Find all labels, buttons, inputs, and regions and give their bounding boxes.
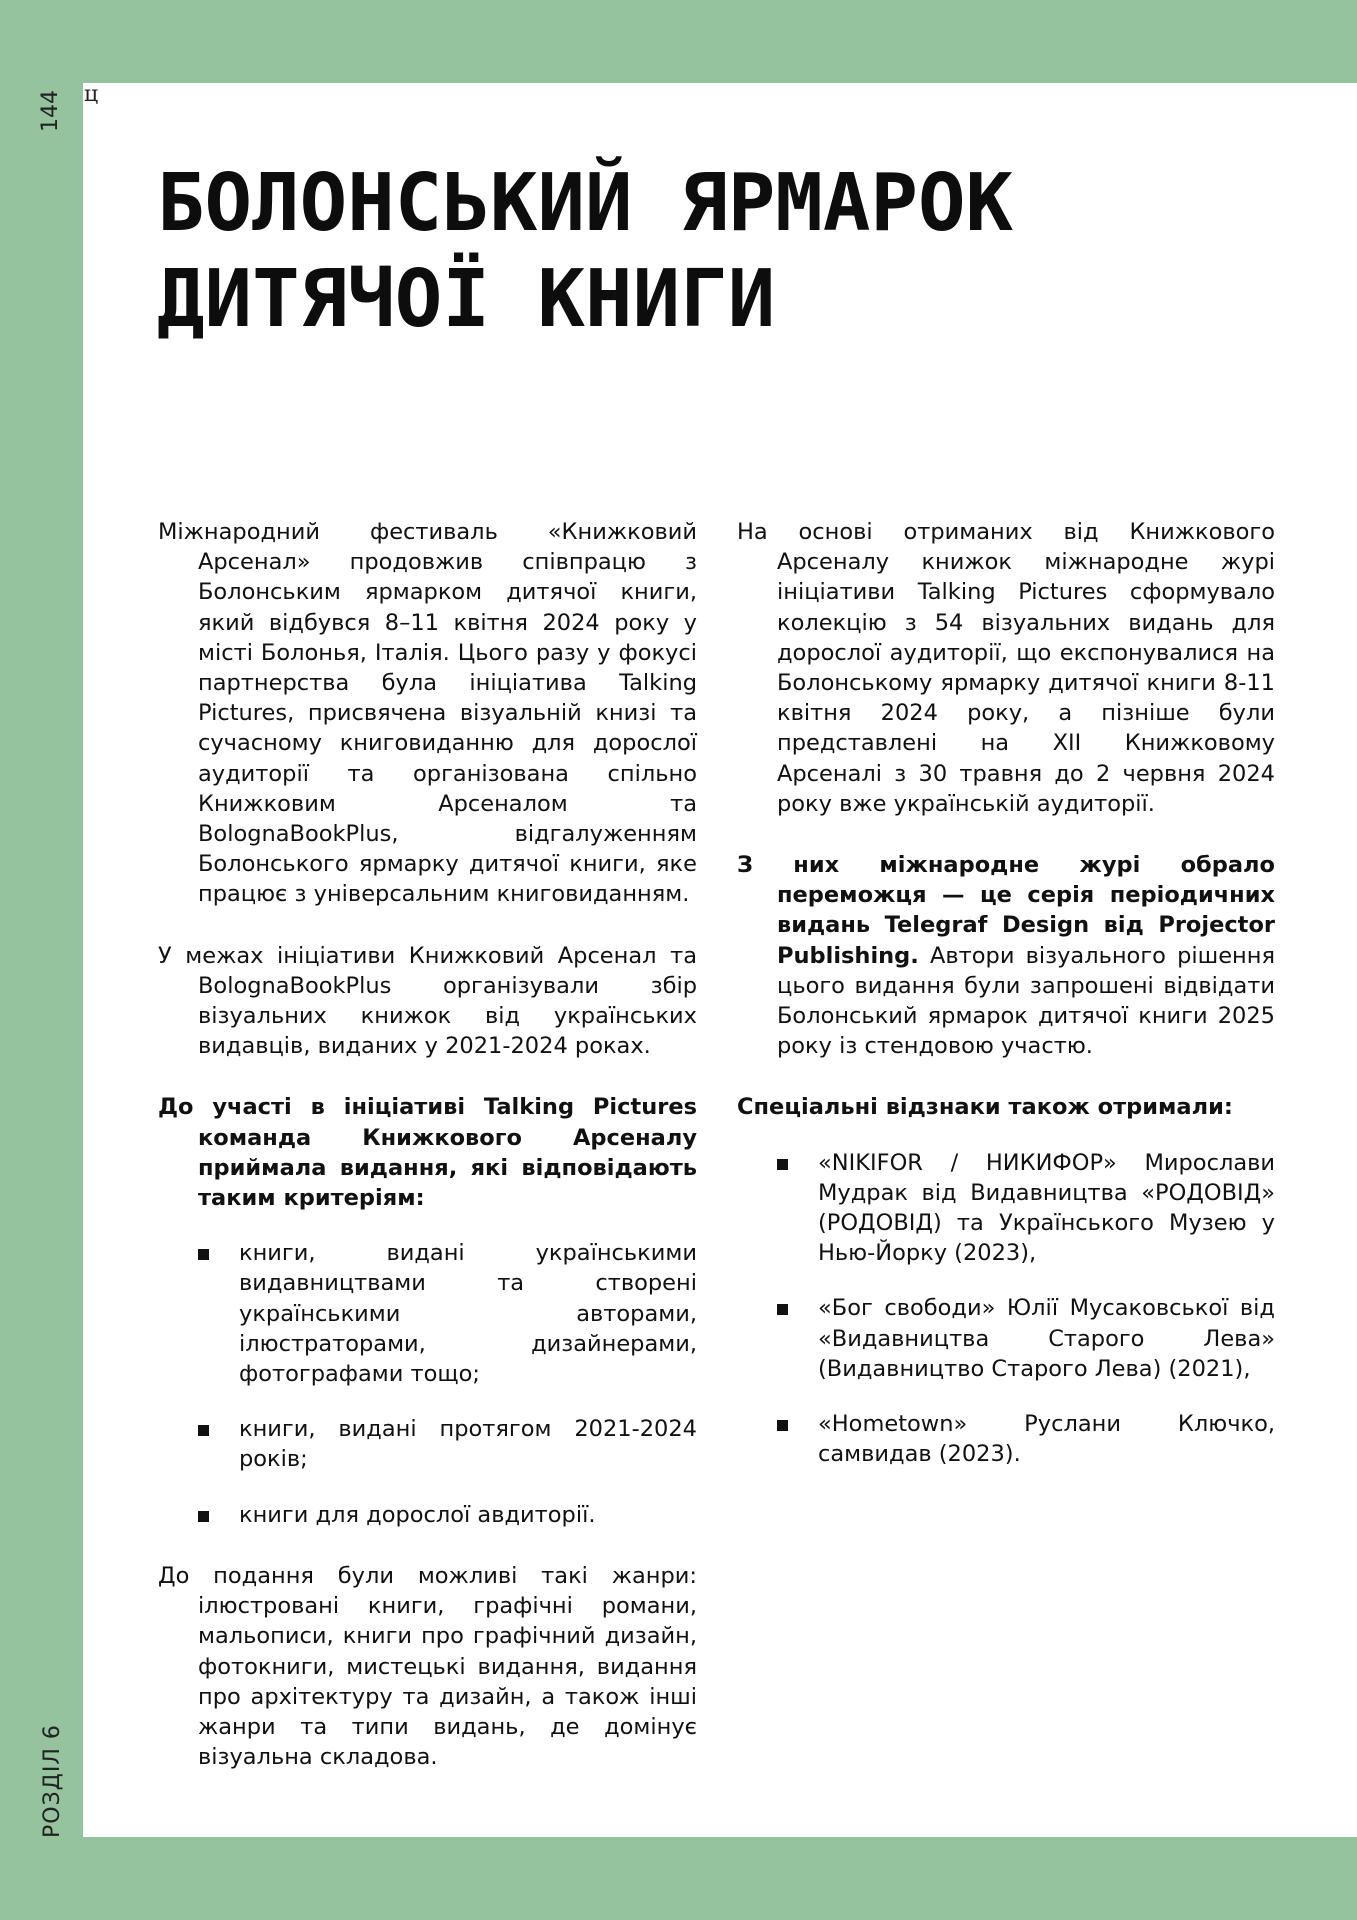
right-column [737, 517, 1275, 1494]
awards-list [737, 1148, 1275, 1470]
page-number: 144 [38, 90, 63, 132]
square-bullet-icon [777, 1420, 788, 1431]
title-line-2: ДИТЯЧОЇ КНИГИ [157, 253, 776, 345]
page-title [157, 155, 1013, 347]
corner-mark: ц [84, 82, 99, 107]
square-bullet-icon [198, 1511, 209, 1522]
section-label: РОЗДІЛ 6 [40, 1724, 65, 1838]
list-item: «Hometown» Руслани Ключко, самвидав (2023). [777, 1409, 1275, 1469]
list-item: книги для дорослої авдиторії. [198, 1500, 697, 1530]
criteria-list [158, 1238, 697, 1530]
title-line-1: БОЛОНСЬКИЙ ЯРМАРОК [157, 157, 1014, 249]
winner-paragraph [737, 850, 1275, 1061]
square-bullet-icon [777, 1304, 788, 1315]
list-item: «NIKIFOR / НИКИФОР» Мирослави Мудрак від Видавництва «РОДОВІД» (РОДОВІД) та Українського Музею у Нью-Йорку (2023), [777, 1148, 1275, 1269]
genres-paragraph: До подання були можливі такі жанри: ілюстровані книги, графічні романи, мальописи, книги про графічний дизайн, фотокниги, мистецькі видання, видання про архітектуру та дизайн, а також інші жанри та типи видань, де домінує візуальна складова. [158, 1562, 697, 1771]
intro-paragraph: Міжнародний фестиваль «Книжковий Арсенал» продовжив співпрацю з Болонським ярмарком дитячої книги, який відбувся 8–11 квітня 2024 року у місті Болонья, Італія. Цього разу у фокусі партнерства була ініціатива Talking Pictures, присвячена візуальній книзі та сучасному книговиданню для дорослої аудиторії та організована спільно Книжковим Арсеналом та BolognaBookPlus, відгалуженням Болонського ярмарку дитячої книги, яке працює з універсальним книговиданням. [158, 519, 697, 908]
list-item: «Бог свободи» Юлії Мусаковської від «Видавництва Старого Лева» (Видавництво Старого Лева) (2021), [777, 1293, 1275, 1384]
winner-rest-text: Автори візуального рішення цього видання були запрошені відвідати Болонський ярмарок дитячої книги 2025 року із стендовою участю. [777, 942, 1275, 1060]
square-bullet-icon [777, 1159, 788, 1170]
square-bullet-icon [198, 1249, 209, 1260]
list-item: книги, видані українськими видавництвами та створені українськими авторами, ілюстраторами, дизайнерами, фотографами тощо; [198, 1238, 697, 1389]
awards-heading: Спеціальні відзнаки також отримали: [737, 1094, 1233, 1121]
jury-paragraph: На основі отриманих від Книжкового Арсеналу книжок міжнародне журі ініціативи Talking Pictures сформувало колекцію з 54 візуальних видань для дорослої аудиторії, що експонувалися на Болонському ярмарку дитячої книги 8-11 квітня 2024 року, а пізніше були представлені на XII Книжковому Арсеналі з 30 травня до 2 червня 2024 року вже українській аудиторії. [737, 519, 1275, 817]
collection-paragraph: У межах ініціативи Книжковий Арсенал та BolognaBookPlus організували збір візуальних книжок від українських видавців, виданих у 2021-2024 роках. [158, 942, 697, 1060]
square-bullet-icon [198, 1425, 209, 1436]
winner-bold-text: З них міжнародне журі обрало переможця — це серія періодичних видань Telegraf Design від Projector Publishing. [737, 852, 1275, 969]
criteria-heading: До участі в ініціативі Talking Pictures команда Книжкового Арсеналу приймала видання, які відповідають таким критеріям: [158, 1094, 697, 1212]
left-column [158, 517, 697, 1803]
list-item: книги, видані протягом 2021-2024 років; [198, 1414, 697, 1474]
